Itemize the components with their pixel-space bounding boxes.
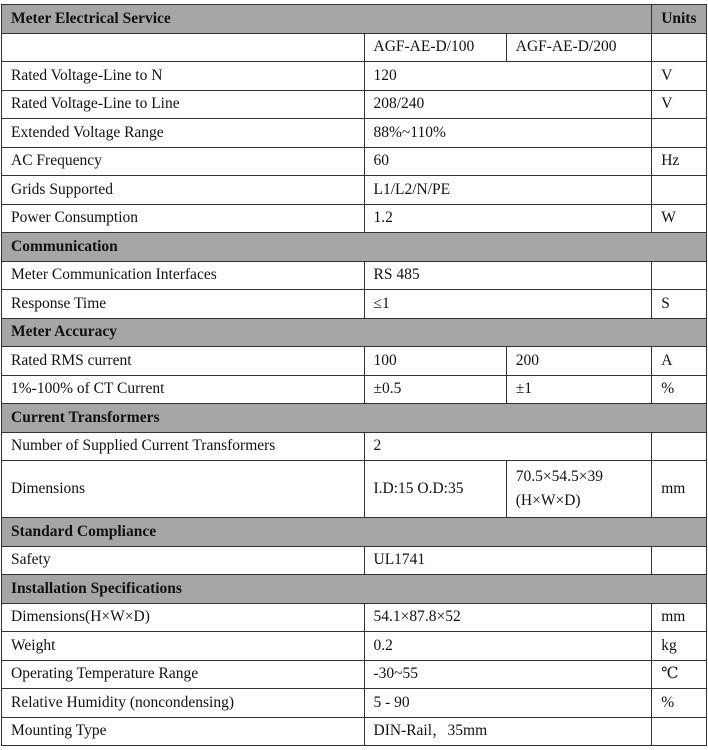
row-unit: V [652,90,707,119]
value-shared: 120 [364,62,652,91]
row-unit: mm [652,603,707,632]
row-unit: % [652,375,707,404]
row-unit [652,176,707,205]
model-row [2,33,707,62]
value-line: 70.5×54.5×39 [515,468,603,485]
table-row [2,347,707,376]
table-row [2,261,707,290]
table-row [2,147,707,176]
value-shared: 0.2 [364,632,652,661]
value-shared: RS 485 [364,261,652,290]
row-label: Mounting Type [2,717,365,746]
table-row [2,632,707,661]
section-row [2,318,707,347]
section-title: Meter Accuracy [2,318,707,347]
value-line: 200 [515,351,539,369]
value-shared: 88%~110% [364,119,652,148]
row-unit [652,119,707,148]
row-label: Extended Voltage Range [2,119,365,148]
value-model-2 [506,375,651,404]
row-unit: % [652,689,707,718]
row-label: Dimensions(H×W×D) [2,603,365,632]
value-shared: 2 [364,432,652,461]
section-row [2,518,707,547]
units-header: Units [652,5,707,34]
table-row [2,689,707,718]
row-label: Safety [2,546,365,575]
value-line: (H×W×D) [515,492,581,509]
section-title: Communication [2,233,707,262]
value-shared: L1/L2/N/PE [364,176,652,205]
table-row [2,119,707,148]
section-header-row [2,5,707,34]
row-label: Weight [2,632,365,661]
table-row [2,204,707,233]
value-shared: DIN-Rail，35mm [364,717,652,746]
row-unit: Hz [652,147,707,176]
table-row [2,90,707,119]
row-label: 1%-100% of CT Current [2,375,365,404]
table-row [2,290,707,319]
row-unit [652,261,707,290]
table-row [2,603,707,632]
model-2: AGF-AE-D/200 [506,33,651,62]
row-unit: V [652,62,707,91]
value-model-2 [506,347,651,376]
row-label: Rated Voltage-Line to N [2,62,365,91]
row-label: Dimensions [2,461,365,518]
row-unit [652,432,707,461]
section-row [2,233,707,262]
row-unit [652,546,707,575]
table-row [2,432,707,461]
row-label: Power Consumption [2,204,365,233]
model-1: AGF-AE-D/100 [364,33,506,62]
row-label: Meter Communication Interfaces [2,261,365,290]
table-row [2,546,707,575]
row-unit [652,717,707,746]
table-row [2,375,707,404]
value-model-1: ±0.5 [364,375,506,404]
value-shared: ≤1 [364,290,652,319]
value-model-1: 100 [364,347,506,376]
value-model-1: I.D:15 O.D:35 [364,461,506,518]
section-row [2,404,707,433]
value-shared: 54.1×87.8×52 [364,603,652,632]
row-unit: A [652,347,707,376]
row-unit: kg [652,632,707,661]
row-unit: mm [652,461,707,518]
value-shared: UL1741 [364,546,652,575]
row-label: AC Frequency [2,147,365,176]
value-model-2 [506,461,651,518]
row-unit: ℃ [652,660,707,689]
value-shared: 1.2 [364,204,652,233]
empty-cell [652,33,707,62]
value-shared: 60 [364,147,652,176]
table-row [2,461,707,518]
table-row [2,717,707,746]
row-label: Relative Humidity (noncondensing) [2,689,365,718]
spec-table [1,4,707,746]
row-label: Operating Temperature Range [2,660,365,689]
row-label: Response Time [2,290,365,319]
section-title: Meter Electrical Service [2,5,652,34]
table-row [2,660,707,689]
row-label: Rated Voltage-Line to Line [2,90,365,119]
value-line: ±1 [515,380,533,398]
table-row [2,62,707,91]
section-title: Current Transformers [2,404,707,433]
value-shared: 208/240 [364,90,652,119]
row-label: Grids Supported [2,176,365,205]
row-label: Rated RMS current [2,347,365,376]
empty-cell [2,33,365,62]
row-unit: W [652,204,707,233]
table-row [2,176,707,205]
value-shared: 5 - 90 [364,689,652,718]
value-shared: -30~55 [364,660,652,689]
section-row [2,575,707,604]
section-title: Standard Compliance [2,518,707,547]
row-unit: S [652,290,707,319]
section-title: Installation Specifications [2,575,707,604]
row-label: Number of Supplied Current Transformers [2,432,365,461]
